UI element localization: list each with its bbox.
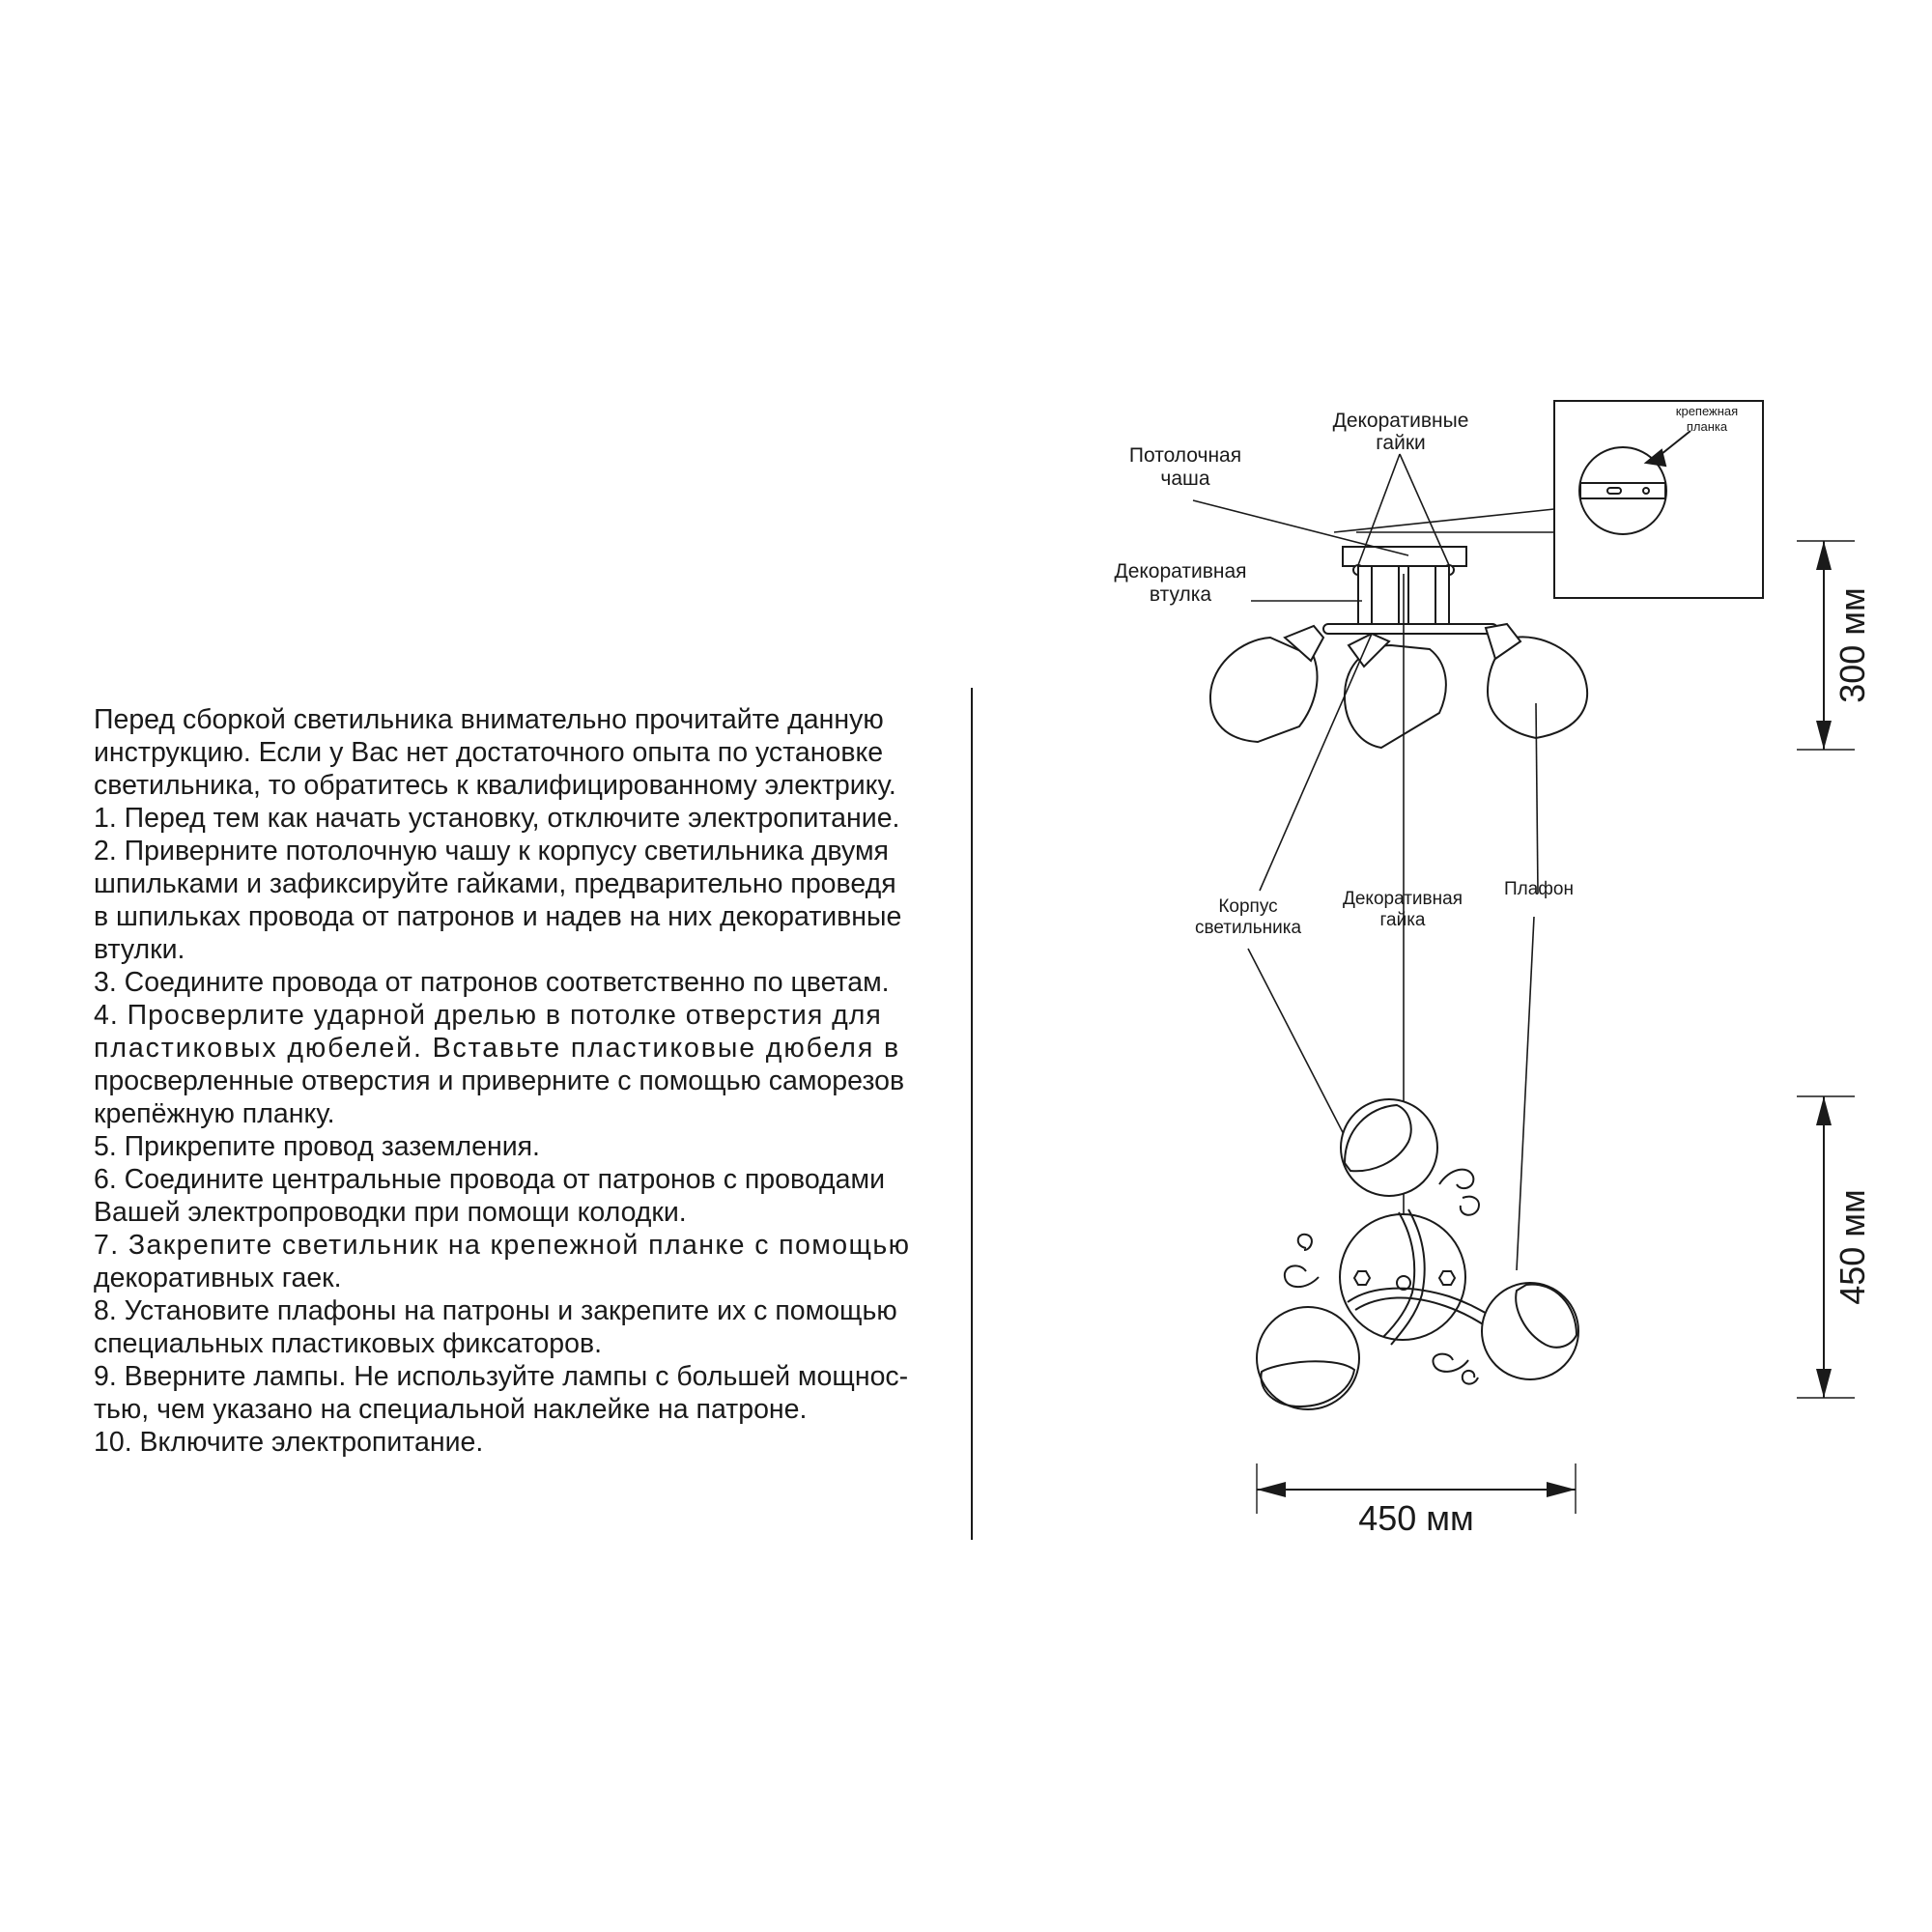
- instruction-line: тью, чем указано на специальной наклейке на патроне.: [94, 1394, 808, 1425]
- instruction-line: втулки.: [94, 934, 185, 965]
- mount-plate-inset: [1554, 401, 1763, 598]
- label-decorative-sleeve: Декоративная: [1114, 560, 1247, 582]
- instruction-line: 2. Приверните потолочную чашу к корпусу светильника двумя: [94, 836, 889, 867]
- decorative-curl: [1461, 1197, 1479, 1215]
- decorative-sleeve: [1358, 566, 1372, 628]
- label-ceiling-cup: чаша: [1160, 468, 1210, 490]
- label-decorative-nut: гайка: [1379, 910, 1426, 930]
- instruction-line: просверленные отверстия и приверните с помощью саморезов: [94, 1065, 905, 1096]
- label-mounting-plate: крепежная: [1675, 404, 1739, 418]
- label-decorative-nut: Декоративная: [1342, 889, 1463, 909]
- instruction-line: 10. Включите электропитание.: [94, 1427, 484, 1458]
- label-body: светильника: [1194, 918, 1302, 938]
- top-view: [1257, 1099, 1578, 1409]
- decorative-sleeve: [1435, 566, 1449, 628]
- instruction-line: декоративных гаек.: [94, 1263, 342, 1293]
- instruction-line: светильника, то обратитесь к квалифицированному электрику.: [94, 770, 896, 801]
- top-shade: [1257, 1307, 1359, 1409]
- label-ceiling-cup: Потолочная: [1128, 444, 1242, 467]
- label-decorative-nuts: гайки: [1376, 432, 1426, 454]
- instruction-line: 4. Просверлите ударной дрелью в потолке отверстия для: [94, 1000, 882, 1031]
- side-view: [1210, 547, 1587, 748]
- mounting-plate: [1580, 483, 1665, 498]
- instruction-line: Вашей электропроводки при помощи колодки.: [94, 1197, 687, 1228]
- instruction-line: 1. Перед тем как начать установку, отключите электропитание.: [94, 803, 900, 834]
- instruction-line: 8. Установите плафоны на патроны и закрепите их с помощью: [94, 1295, 897, 1326]
- dimension-width-450: 450 мм: [1358, 1498, 1474, 1538]
- instruction-line: 6. Соедините центральные провода от патронов с проводами: [94, 1164, 886, 1195]
- instruction-line: специальных пластиковых фиксаторов.: [94, 1328, 603, 1359]
- decorative-curl: [1439, 1170, 1473, 1189]
- label-shade: Плафон: [1503, 879, 1575, 899]
- decorative-curl: [1285, 1265, 1319, 1287]
- hex-nut: [1439, 1271, 1455, 1285]
- label-mounting-plate: планка: [1686, 419, 1728, 434]
- instruction-line: шпильками и зафиксируйте гайками, предварительно проведя: [94, 868, 896, 899]
- label-body: Корпус: [1218, 896, 1278, 917]
- label-decorative-nuts: Декоративные: [1332, 410, 1469, 432]
- decorative-curl: [1298, 1235, 1312, 1250]
- instruction-line: крепёжную планку.: [94, 1098, 335, 1129]
- decorative-curl: [1463, 1371, 1478, 1384]
- dimension-height-300: 300 мм: [1833, 587, 1872, 703]
- instruction-line: 7. Закрепите светильник на крепежной планке с помощью: [94, 1230, 911, 1261]
- instruction-line: инструкцию. Если у Вас нет достаточного опыта по установке: [94, 737, 884, 768]
- instruction-line: 3. Соедините провода от патронов соответственно по цветам.: [94, 967, 890, 998]
- instruction-line: Перед сборкой светильника внимательно прочитайте данную: [94, 704, 884, 735]
- hex-nut: [1354, 1271, 1370, 1285]
- label-decorative-sleeve: втулка: [1149, 583, 1212, 606]
- dimension-depth-450: 450 мм: [1833, 1189, 1872, 1305]
- instruction-line: 5. Прикрепите провод заземления.: [94, 1131, 540, 1162]
- instruction-line: пластиковых дюбелей. Вставьте пластиковые дюбеля в: [94, 1033, 901, 1064]
- lamp-body-bar: [1323, 624, 1497, 634]
- decorative-curl: [1433, 1354, 1468, 1372]
- instruction-line: 9. Вверните лампы. Не используйте лампы с большей мощнос-: [94, 1361, 909, 1392]
- top-shade: [1341, 1099, 1437, 1196]
- instruction-line: в шпильках провода от патронов и надев на них декоративные: [94, 901, 902, 932]
